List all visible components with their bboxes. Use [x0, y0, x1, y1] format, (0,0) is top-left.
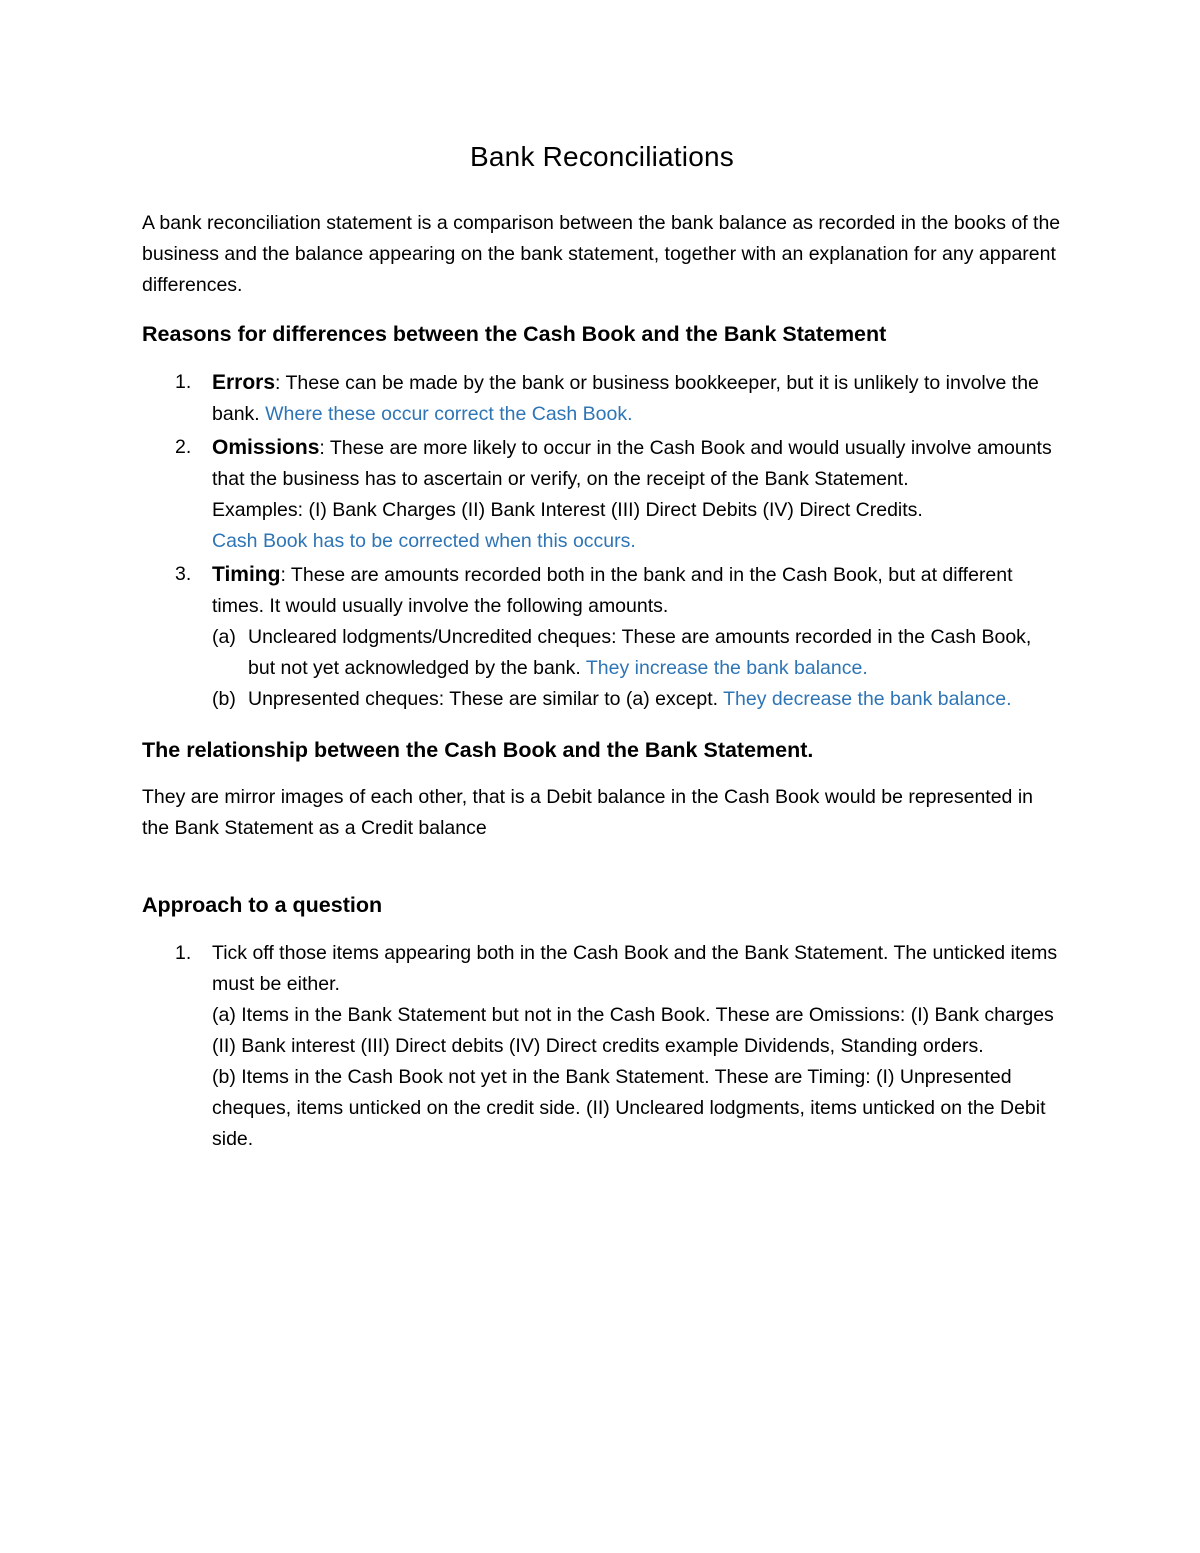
item-line-b: (b) Items in the Cash Book not yet in the Bank Statement. These are Timing: (I) Unpresented cheques, items unticked on the credit side. (II) Uncleared lodgments, items unticked on the Debit side.: [212, 1066, 1046, 1151]
sub-note: They decrease the bank balance.: [723, 687, 1012, 710]
timing-sublist: [212, 622, 1062, 715]
item-note: Cash Book has to be corrected when this occurs.: [212, 529, 636, 552]
item-text: : These can be made by the bank or business bookkeeper, but it is unlikely to involve the bank.: [212, 371, 1039, 425]
section-heading-approach: Approach to a question: [142, 893, 383, 918]
list-item-timing: [142, 559, 1062, 715]
relationship-paragraph: They are mirror images of each other, that is a Debit balance in the Cash Book would be represented in the Bank Statement as a Credit balance: [142, 786, 1033, 840]
item-examples: Examples: (I) Bank Charges (II) Bank Interest (III) Direct Debits (IV) Direct Credits.: [212, 498, 923, 521]
sub-note: They increase the bank balance.: [585, 656, 868, 679]
list-number: 2.: [175, 435, 192, 458]
item-text: Tick off those items appearing both in the Cash Book and the Bank Statement. The unticked items must be either.: [212, 942, 1058, 996]
item-text: : These are amounts recorded both in the bank and in the Cash Book, but at different times. It would usually involve the following amounts.: [212, 563, 1013, 617]
sub-text: Uncleared lodgments/Uncredited cheques: These are amounts recorded in the Cash Book, but not yet acknowledged by the bank.: [248, 625, 1032, 679]
reasons-list: [142, 367, 1062, 715]
item-line-a: (a) Items in the Bank Statement but not in the Cash Book. These are Omissions: (I) Bank charges (II) Bank interest (III) Direct debits (IV) Direct credits example Dividends, Standing orders.: [212, 1004, 1054, 1058]
document-page: [142, 140, 1062, 1177]
list-number: 1.: [175, 370, 192, 393]
list-number: 3.: [175, 562, 192, 585]
list-number: 1.: [175, 942, 192, 965]
term-label: Omissions: [212, 435, 320, 459]
sub-item-unpresented: [212, 684, 1062, 715]
section-heading-reasons: Reasons for differences between the Cash Book and the Bank Statement: [142, 321, 887, 346]
term-label: Errors: [212, 370, 276, 394]
page-title: Bank Reconciliations: [470, 141, 734, 172]
sub-item-uncleared: [212, 622, 1062, 684]
list-item-omissions: [142, 432, 1062, 557]
item-text: : These are more likely to occur in the Cash Book and would usually involve amounts that the business has to ascertain or verify, on the receipt of the Bank Statement.: [212, 436, 1052, 490]
term-label: Timing: [212, 562, 281, 586]
list-item-errors: [142, 367, 1062, 430]
list-item-approach: [142, 938, 1062, 1155]
intro-paragraph: A bank reconciliation statement is a comparison between the bank balance as recorded in the books of the business and the balance appearing on the bank statement, together with an explanation for any apparent differences.: [142, 211, 1061, 296]
sub-text: Unpresented cheques: These are similar to (a) except.: [248, 687, 724, 710]
sub-letter: (b): [212, 687, 236, 710]
sub-letter: (a): [212, 625, 236, 648]
section-heading-relationship: The relationship between the Cash Book and the Bank Statement.: [142, 737, 814, 762]
approach-list: [142, 938, 1062, 1155]
item-note: Where these occur correct the Cash Book.: [265, 402, 633, 425]
